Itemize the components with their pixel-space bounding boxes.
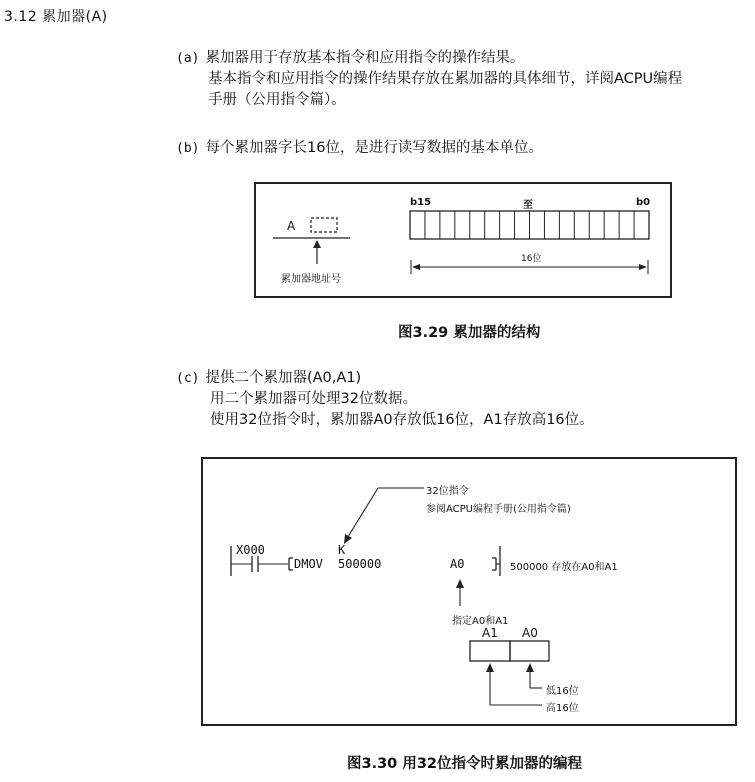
accumulator-label: A xyxy=(287,219,296,233)
high-bits-label: 高16位 xyxy=(546,703,579,714)
contact-label: X000 xyxy=(236,543,265,557)
register-high-label: A1 xyxy=(482,626,498,640)
paragraph-b-marker: (b) xyxy=(176,141,200,156)
paragraph-b-line1: 每个累加器字长16位，是进行读写数据的基本单位。 xyxy=(205,140,543,156)
paragraph-c-marker: (c) xyxy=(176,371,200,386)
low-bits-label: 低16位 xyxy=(546,686,579,697)
destination-label: A0 xyxy=(450,557,465,571)
paragraph-a-line2: 基本指令和应用指令的操作结果存放在累加器的具体细节，详阅ACPU编程 xyxy=(208,71,683,87)
bit-high-label: b15 xyxy=(410,197,432,208)
paragraph-c-line3: 使用32位指令时，累加器A0存放低16位，A1存放高16位。 xyxy=(210,412,594,428)
paragraph-a-line3: 手册（公用指令篇）。 xyxy=(208,92,346,108)
figure2-caption: 图3.30 用32位指令时累加器的编程 xyxy=(347,756,583,772)
note-reference: 参阅ACPU编程手册(公用指令篇) xyxy=(426,504,571,515)
constant-value: 500000 xyxy=(338,557,382,571)
paragraph-c-line2: 用二个累加器可处理32位数据。 xyxy=(210,391,417,407)
constant-prefix: K xyxy=(338,543,346,557)
result-note: 500000 存放在A0和A1 xyxy=(510,562,618,573)
bit-low-label: b0 xyxy=(636,197,651,208)
paragraph-c-line1: 提供二个累加器(A0,A1) xyxy=(205,370,362,386)
note-title: 32位指令 xyxy=(426,486,469,497)
width-label: 16位 xyxy=(521,254,542,264)
paragraph-a-line1: 累加器用于存放基本指令和应用指令的操作结果。 xyxy=(205,50,525,66)
figure1-caption: 图3.29 累加器的结构 xyxy=(398,325,541,341)
specify-note: 指定A0和A1 xyxy=(452,616,509,627)
section-title: 累加器(A) xyxy=(42,9,108,25)
paragraph-a-marker: (a) xyxy=(176,51,200,66)
instruction-label: DMOV xyxy=(294,557,323,571)
paragraph-c xyxy=(176,368,594,431)
section-number: 3.12 xyxy=(4,9,38,25)
figure-32bit-programming xyxy=(201,457,737,726)
bit-to-label: 至 xyxy=(523,200,533,211)
register-low-label: A0 xyxy=(522,626,538,640)
address-label: 累加器地址号 xyxy=(281,274,341,285)
